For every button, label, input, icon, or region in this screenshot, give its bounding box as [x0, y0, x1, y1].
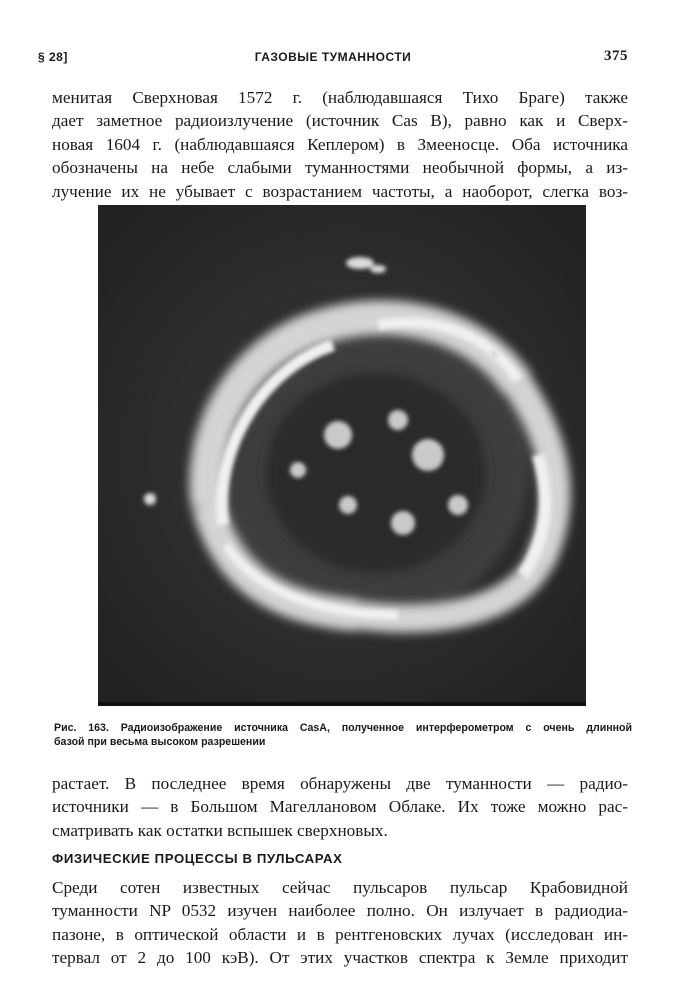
text-line: тервал от 2 до 100 кэВ). От этих участков спектра к Земле приходит — [52, 948, 628, 968]
text-line: менитая Сверхновая 1572 г. (наблюдавшаяся Тихо Браге) также — [52, 88, 628, 107]
text-line: лучение их не убывает с возрастанием частоты, а наоборот, слегка воз- — [52, 181, 628, 201]
text-line: растает. В последнее время обнаружены две туманности — радио- — [52, 774, 628, 793]
text-line: обозначены на небе слабыми туманностями необычной формы, а из- — [52, 158, 628, 178]
caption-line: базой при весьма высоком разрешении — [54, 735, 266, 748]
text-line: пазоне, в оптической области и в рентгеновских лучах (исследован ин- — [52, 924, 628, 944]
text-line: дает заметное радиоизлучение (источник Cas B), равно как и Сверх- — [52, 111, 628, 131]
section-heading: ФИЗИЧЕСКИЕ ПРОЦЕССЫ В ПУЛЬСАРАХ — [52, 851, 343, 866]
section-number: § 28] — [38, 50, 68, 64]
running-header — [38, 46, 628, 68]
paragraph-2 — [52, 772, 628, 842]
radio-image-icon — [98, 205, 586, 702]
figure-caption — [54, 722, 632, 749]
text-line: источники — в Большом Магеллановом Облаке. Их тоже можно рас- — [52, 797, 628, 817]
caption-line: Рис. 163. Радиоизображение источника CasA, полученное интерферометром с очень длинной — [54, 722, 632, 734]
figure-cas-a-radio-image — [98, 205, 586, 706]
page-number: 375 — [604, 48, 628, 64]
text-line: туманности NP 0532 изучен наиболее полно. Он излучает в радиодиа- — [52, 901, 628, 921]
paragraph-3 — [52, 876, 628, 970]
text-line: новая 1604 г. (наблюдавшаяся Кеплером) в Змееносце. Оба источника — [52, 134, 628, 154]
paragraph-1 — [52, 86, 628, 203]
text-line: сматривать как остатки вспышек сверхновых. — [52, 820, 388, 840]
text-line: Среди сотен известных сейчас пульсаров пульсар Крабовидной — [52, 878, 628, 897]
running-title: ГАЗОВЫЕ ТУМАННОСТИ — [254, 50, 412, 64]
